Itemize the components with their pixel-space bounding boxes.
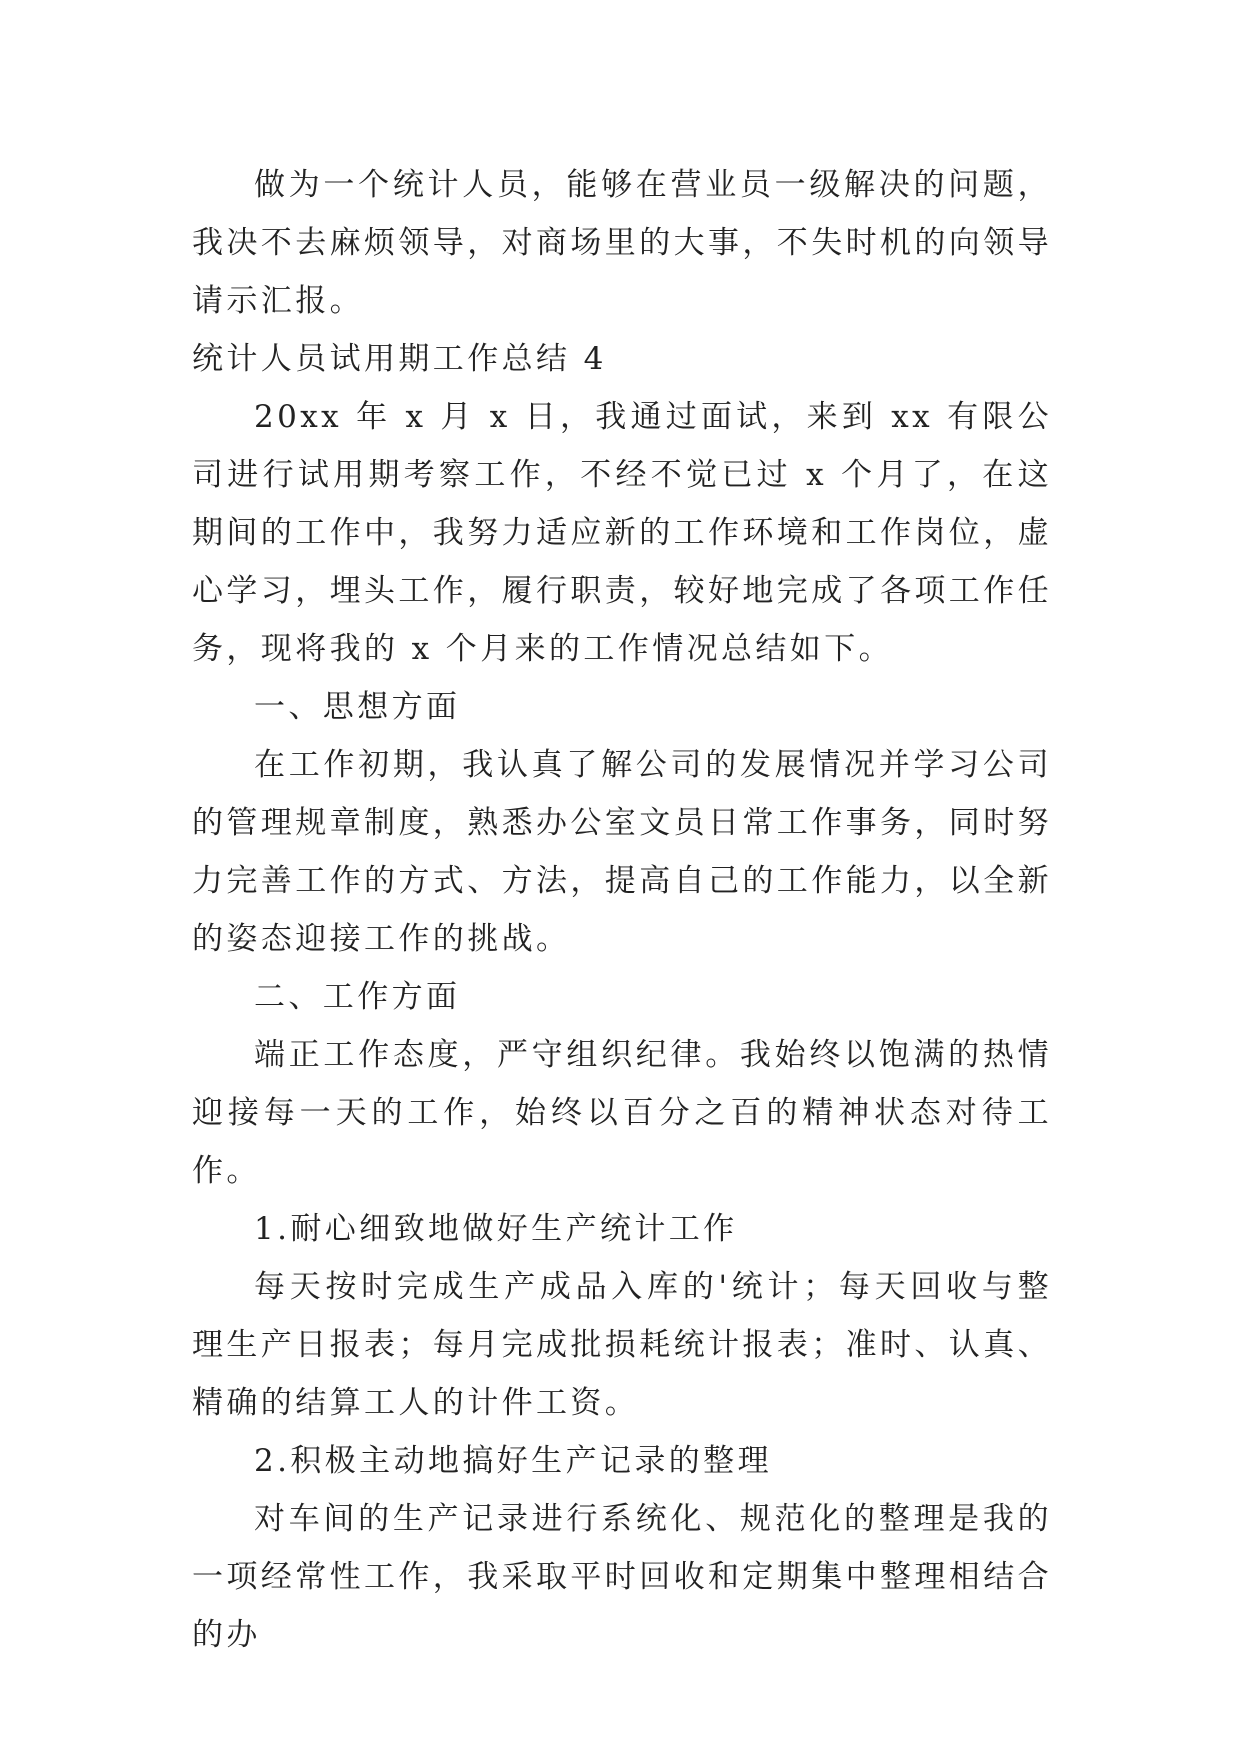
paragraph: 每天按时完成生产成品入库的'统计；每天回收与整理生产日报表；每月完成批损耗统计报表；准时、认真、精确的结算工人的计件工资。	[192, 1269, 1052, 1421]
paragraph: 对车间的生产记录进行系统化、规范化的整理是我的一项经常性工作，我采取平时回收和定期集中整理相结合的办	[192, 1501, 1052, 1653]
document-body	[192, 156, 1052, 1664]
numbered-item-1: 1.耐心细致地做好生产统计工作	[254, 1211, 738, 1247]
paragraph: 在工作初期，我认真了解公司的发展情况并学习公司的管理规章制度，熟悉办公室文员日常工作事务，同时努力完善工作的方式、方法，提高自己的工作能力，以全新的姿态迎接工作的挑战。	[192, 747, 1052, 957]
section-heading: 统计人员试用期工作总结 4	[192, 341, 607, 377]
paragraph: 做为一个统计人员，能够在营业员一级解决的问题，我决不去麻烦领导，对商场里的大事，不失时机的向领导请示汇报。	[192, 167, 1052, 319]
subheading-work: 二、工作方面	[254, 979, 461, 1015]
paragraph: 20xx 年 x 月 x 日，我通过面试，来到 xx 有限公司进行试用期考察工作，不经不觉已过 x 个月了，在这期间的工作中，我努力适应新的工作环境和工作岗位，虚心学习，埋头工作，履行职责，较好地完成了各项工作任务，现将我的 x 个月来的工作情况总结如下。	[192, 399, 1052, 667]
paragraph: 端正工作态度，严守组织纪律。我始终以饱满的热情迎接每一天的工作，始终以百分之百的精神状态对待工作。	[192, 1037, 1052, 1189]
numbered-item-2: 2.积极主动地搞好生产记录的整理	[254, 1443, 772, 1479]
subheading-thought: 一、思想方面	[254, 689, 461, 725]
